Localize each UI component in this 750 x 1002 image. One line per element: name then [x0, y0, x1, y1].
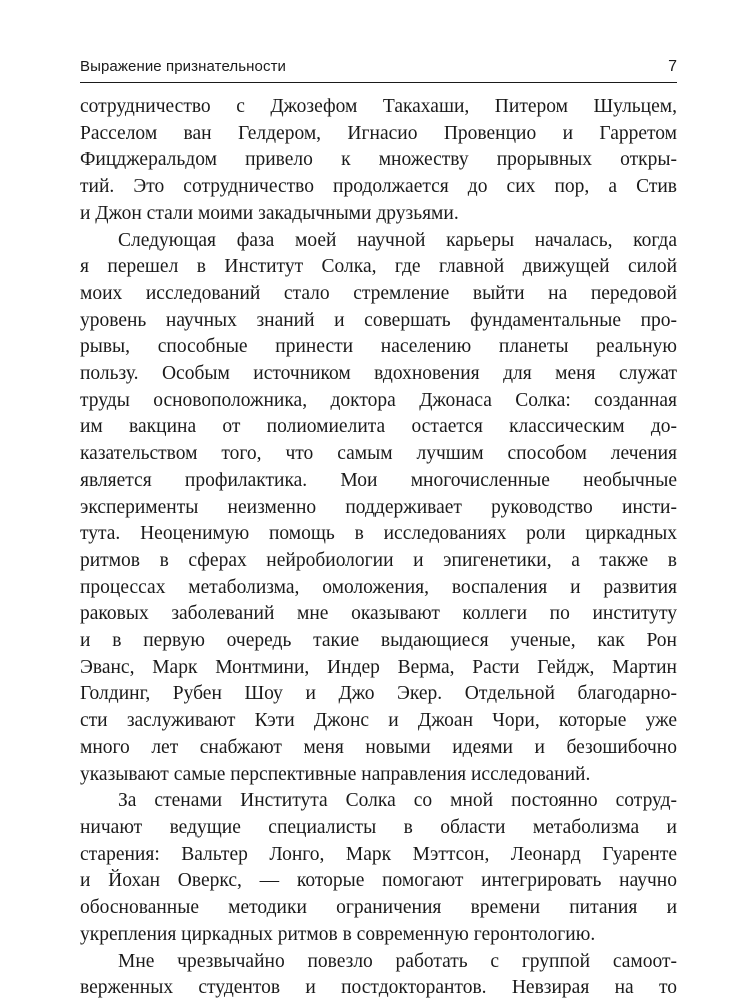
text-line: пользу. Особым источником вдохновения для меня служат — [80, 363, 677, 385]
text-line: Эванс, Марк Монтмини, Индер Верма, Расти Гейдж, Мартин — [80, 656, 677, 678]
paragraph — [80, 94, 677, 228]
running-header — [80, 58, 677, 83]
text-line: тий. Это сотрудничество продолжается до сих пор, а Стив — [80, 176, 677, 198]
text-line: эксперименты неизменно поддерживает руководство инсти- — [80, 496, 677, 518]
text-line: Следующая фаза моей научной карьеры началась, когда — [118, 229, 677, 251]
text-line: ничают ведущие специалисты в области метаболизма и — [80, 816, 677, 838]
text-line: Голдинг, Рубен Шоу и Джо Экер. Отдельной благодарно- — [80, 683, 677, 705]
text-line: обоснованные методики ограничения времени питания и — [80, 897, 677, 919]
text-line: Мне чрезвычайно повезло работать с группой самоот- — [118, 950, 677, 972]
text-line: много лет снабжают меня новыми идеями и безошибочно — [80, 736, 677, 758]
paragraph — [80, 949, 677, 1002]
text-line: верженных студентов и постдокторантов. Невзирая на то — [80, 977, 677, 999]
chapter-title: Выражение признательности — [80, 58, 287, 75]
page-number: 7 — [668, 58, 677, 75]
paragraph — [80, 228, 677, 789]
text-line: сти заслуживают Кэти Джонс и Джоан Чори, которые уже — [80, 710, 677, 732]
text-line: труды основоположника, доктора Джонаса Солка: созданная — [80, 389, 677, 411]
text-line: им вакцина от полиомиелита остается классическим до- — [80, 416, 677, 438]
text-line: моих исследований стало стремление выйти на передовой — [80, 282, 677, 304]
text-line: и Йохан Оверкс, — которые помогают интегрировать научно — [80, 870, 677, 892]
text-line: я перешел в Институт Солка, где главной движущей силой — [80, 256, 677, 278]
text-line: указывают самые перспективные направления исследований. — [80, 763, 591, 785]
text-line: укрепления циркадных ритмов в современную геронтологию. — [80, 923, 596, 945]
text-line: и в первую очередь такие выдающиеся ученые, как Рон — [80, 630, 677, 652]
text-line: уровень научных знаний и совершать фундаментальные про- — [80, 309, 677, 331]
text-line: За стенами Института Солка со мной постоянно сотруд- — [118, 790, 677, 812]
text-line: является профилактика. Мои многочисленные необычные — [80, 469, 677, 491]
text-line: Фицджеральдом привело к множеству прорывных откры- — [80, 149, 677, 171]
text-line: ритмов в сферах нейробиологии и эпигенетики, а также в — [80, 549, 677, 571]
text-line: рывы, способные принести населению планеты реальную — [80, 336, 677, 358]
text-line: казательством того, что самым лучшим способом лечения — [80, 443, 677, 465]
paragraph — [80, 788, 677, 948]
text-line: тута. Неоценимую помощь в исследованиях роли циркадных — [80, 523, 677, 545]
text-line: Расселом ван Гелдером, Игнасио Провенцио и Гарретом — [80, 122, 677, 144]
text-line: сотрудничество с Джозефом Такахаши, Питером Шульцем, — [80, 96, 677, 117]
text-line: процессах метаболизма, омоложения, воспаления и развития — [80, 576, 677, 598]
text-line: старения: Вальтер Лонго, Марк Мэттсон, Леонард Гуаренте — [80, 843, 677, 865]
text-line: раковых заболеваний мне оказывают коллеги по институту — [80, 603, 677, 625]
book-page — [80, 58, 677, 1002]
text-line: и Джон стали моими закадычными друзьями. — [80, 202, 459, 224]
body-text — [80, 94, 677, 1002]
